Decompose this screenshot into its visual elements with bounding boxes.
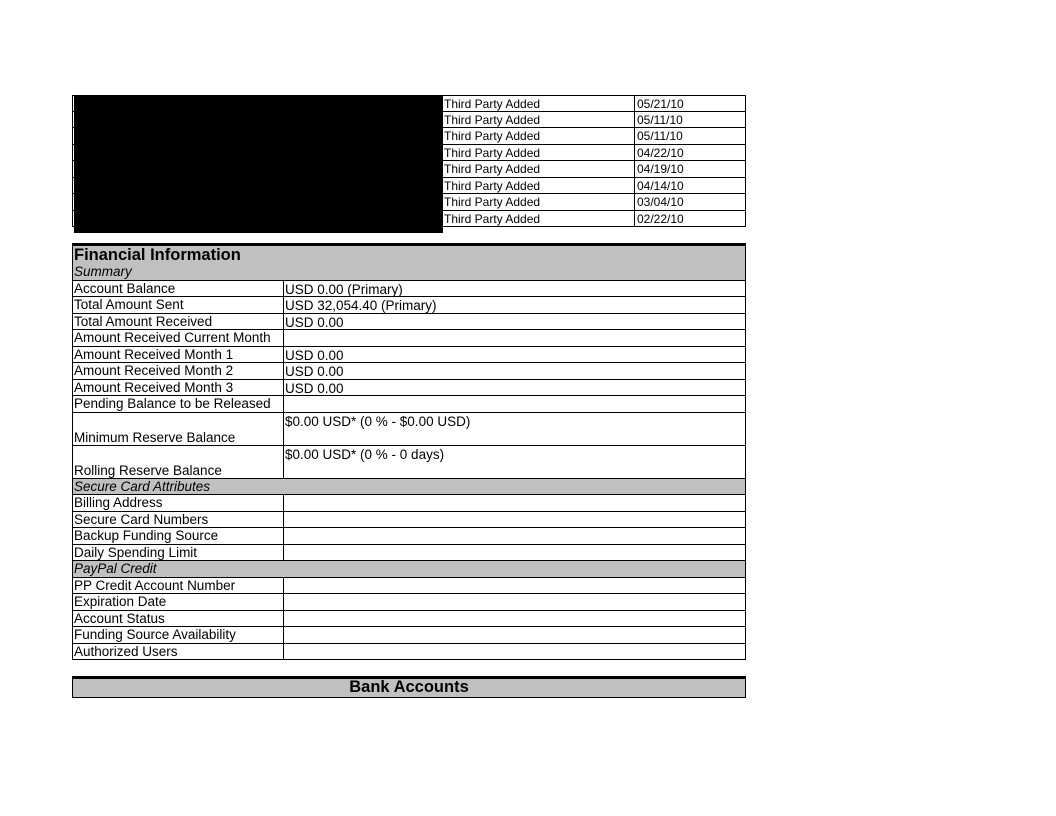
- summary-label-text: Account Balance: [74, 280, 176, 296]
- paypal-credit-label-text: PP Credit Account Number: [74, 577, 236, 593]
- third-party-description: Third Party Added: [441, 145, 634, 162]
- paypal-credit-value: [284, 644, 745, 660]
- third-party-description: Third Party Added: [441, 112, 634, 129]
- summary-label-text: Amount Received Month 1: [74, 346, 234, 362]
- summary-label-text: Pending Balance to be Released: [74, 396, 271, 411]
- third-party-date: 03/04/10: [634, 194, 746, 211]
- secure-card-header: Secure Card Attributes: [72, 479, 746, 496]
- summary-value: USD 32,054.40 (Primary): [285, 298, 437, 313]
- summary-label: [73, 446, 284, 478]
- summary-label: [73, 330, 284, 346]
- paypal-credit-value: [284, 611, 745, 627]
- summary-value: [284, 330, 745, 346]
- summary-label-text: Total Amount Sent: [74, 297, 184, 312]
- paypal-credit-header: PayPal Credit: [72, 561, 746, 578]
- summary-header: Summary: [72, 264, 746, 281]
- paypal-credit-value: [284, 594, 745, 610]
- paypal-credit-value: [284, 578, 745, 594]
- summary-row: [72, 297, 746, 314]
- summary-label: [73, 413, 284, 445]
- summary-label-text: Rolling Reserve Balance: [74, 462, 222, 478]
- third-party-description: Third Party Added: [441, 128, 634, 145]
- summary-label: [73, 363, 284, 379]
- secure-card-value: [284, 495, 745, 511]
- secure-card-label-text: Backup Funding Source: [74, 528, 219, 543]
- summary-row: [72, 347, 746, 364]
- secure-card-label: [73, 528, 284, 544]
- financial-information-title: Financial Information: [72, 243, 746, 264]
- redaction-block: [74, 95, 443, 233]
- summary-value: $0.00 USD* (0 % - $0.00 USD): [285, 413, 471, 429]
- summary-value: USD 0.00: [285, 364, 344, 379]
- paypal-credit-row: [72, 611, 746, 628]
- summary-row: [72, 281, 746, 298]
- summary-row: [72, 446, 746, 479]
- secure-card-label: [73, 512, 284, 528]
- secure-card-row: [72, 545, 746, 562]
- third-party-description: Third Party Added: [441, 178, 634, 195]
- summary-label: [73, 380, 284, 396]
- secure-card-label: [73, 495, 284, 511]
- summary-row: [72, 330, 746, 347]
- summary-label-text: Total Amount Received: [74, 313, 213, 329]
- third-party-description: Third Party Added: [441, 211, 634, 228]
- paypal-credit-row: [72, 644, 746, 661]
- paypal-credit-label: [73, 611, 284, 627]
- secure-card-row: [72, 512, 746, 529]
- third-party-date: 05/21/10: [634, 95, 746, 112]
- summary-value: USD 0.00 (Primary): [285, 281, 403, 297]
- summary-value: USD 0.00: [285, 347, 344, 363]
- third-party-description: Third Party Added: [441, 95, 634, 112]
- summary-row: [72, 314, 746, 331]
- secure-card-label-text: Secure Card Numbers: [74, 511, 209, 527]
- secure-card-label: [73, 545, 284, 561]
- paypal-credit-label-text: Expiration Date: [74, 594, 167, 609]
- summary-value: USD 0.00: [285, 380, 344, 396]
- third-party-description: Third Party Added: [441, 161, 634, 178]
- summary-label: [73, 281, 284, 297]
- secure-card-rows: [72, 495, 746, 561]
- third-party-description: Third Party Added: [441, 194, 634, 211]
- summary-label: [73, 347, 284, 363]
- third-party-date: 04/14/10: [634, 178, 746, 195]
- summary-label: [73, 297, 284, 313]
- secure-card-row: [72, 495, 746, 512]
- summary-label-text: Amount Received Month 2: [74, 363, 234, 378]
- summary-value: $0.00 USD* (0 % - 0 days): [285, 446, 445, 462]
- paypal-credit-label-text: Funding Source Availability: [74, 627, 236, 642]
- third-party-date: 05/11/10: [634, 128, 746, 145]
- third-party-date: 02/22/10: [634, 211, 746, 228]
- summary-row: [72, 363, 746, 380]
- summary-label-text: Minimum Reserve Balance: [74, 429, 236, 445]
- summary-row: [72, 396, 746, 413]
- summary-row: [72, 380, 746, 397]
- paypal-credit-label: [73, 594, 284, 610]
- financial-information-section: [72, 243, 746, 660]
- secure-card-value: [284, 545, 745, 561]
- paypal-credit-label: [73, 578, 284, 594]
- secure-card-value: [284, 528, 745, 544]
- bank-accounts-header: Bank Accounts: [72, 676, 746, 698]
- secure-card-row: [72, 528, 746, 545]
- secure-card-label-text: Daily Spending Limit: [74, 544, 198, 560]
- summary-value: USD 0.00: [285, 314, 344, 330]
- paypal-credit-value: [284, 627, 745, 643]
- paypal-credit-rows: [72, 578, 746, 661]
- third-party-date: 04/22/10: [634, 145, 746, 162]
- paypal-credit-row: [72, 578, 746, 595]
- summary-label: [73, 314, 284, 330]
- secure-card-value: [284, 512, 745, 528]
- summary-label-text: Amount Received Month 3: [74, 379, 234, 395]
- summary-rows: [72, 281, 746, 479]
- paypal-credit-label: [73, 644, 284, 660]
- third-party-date: 05/11/10: [634, 112, 746, 129]
- summary-value: [284, 396, 745, 412]
- third-party-table: [72, 95, 746, 229]
- paypal-credit-row: [72, 627, 746, 644]
- summary-row: [72, 413, 746, 446]
- paypal-credit-label-text: Authorized Users: [74, 643, 178, 659]
- paypal-credit-label: [73, 627, 284, 643]
- paypal-credit-label-text: Account Status: [74, 610, 165, 626]
- summary-label: [73, 396, 284, 412]
- summary-label-text: Amount Received Current Month: [74, 330, 271, 345]
- paypal-credit-row: [72, 594, 746, 611]
- secure-card-label-text: Billing Address: [74, 495, 163, 510]
- third-party-date: 04/19/10: [634, 161, 746, 178]
